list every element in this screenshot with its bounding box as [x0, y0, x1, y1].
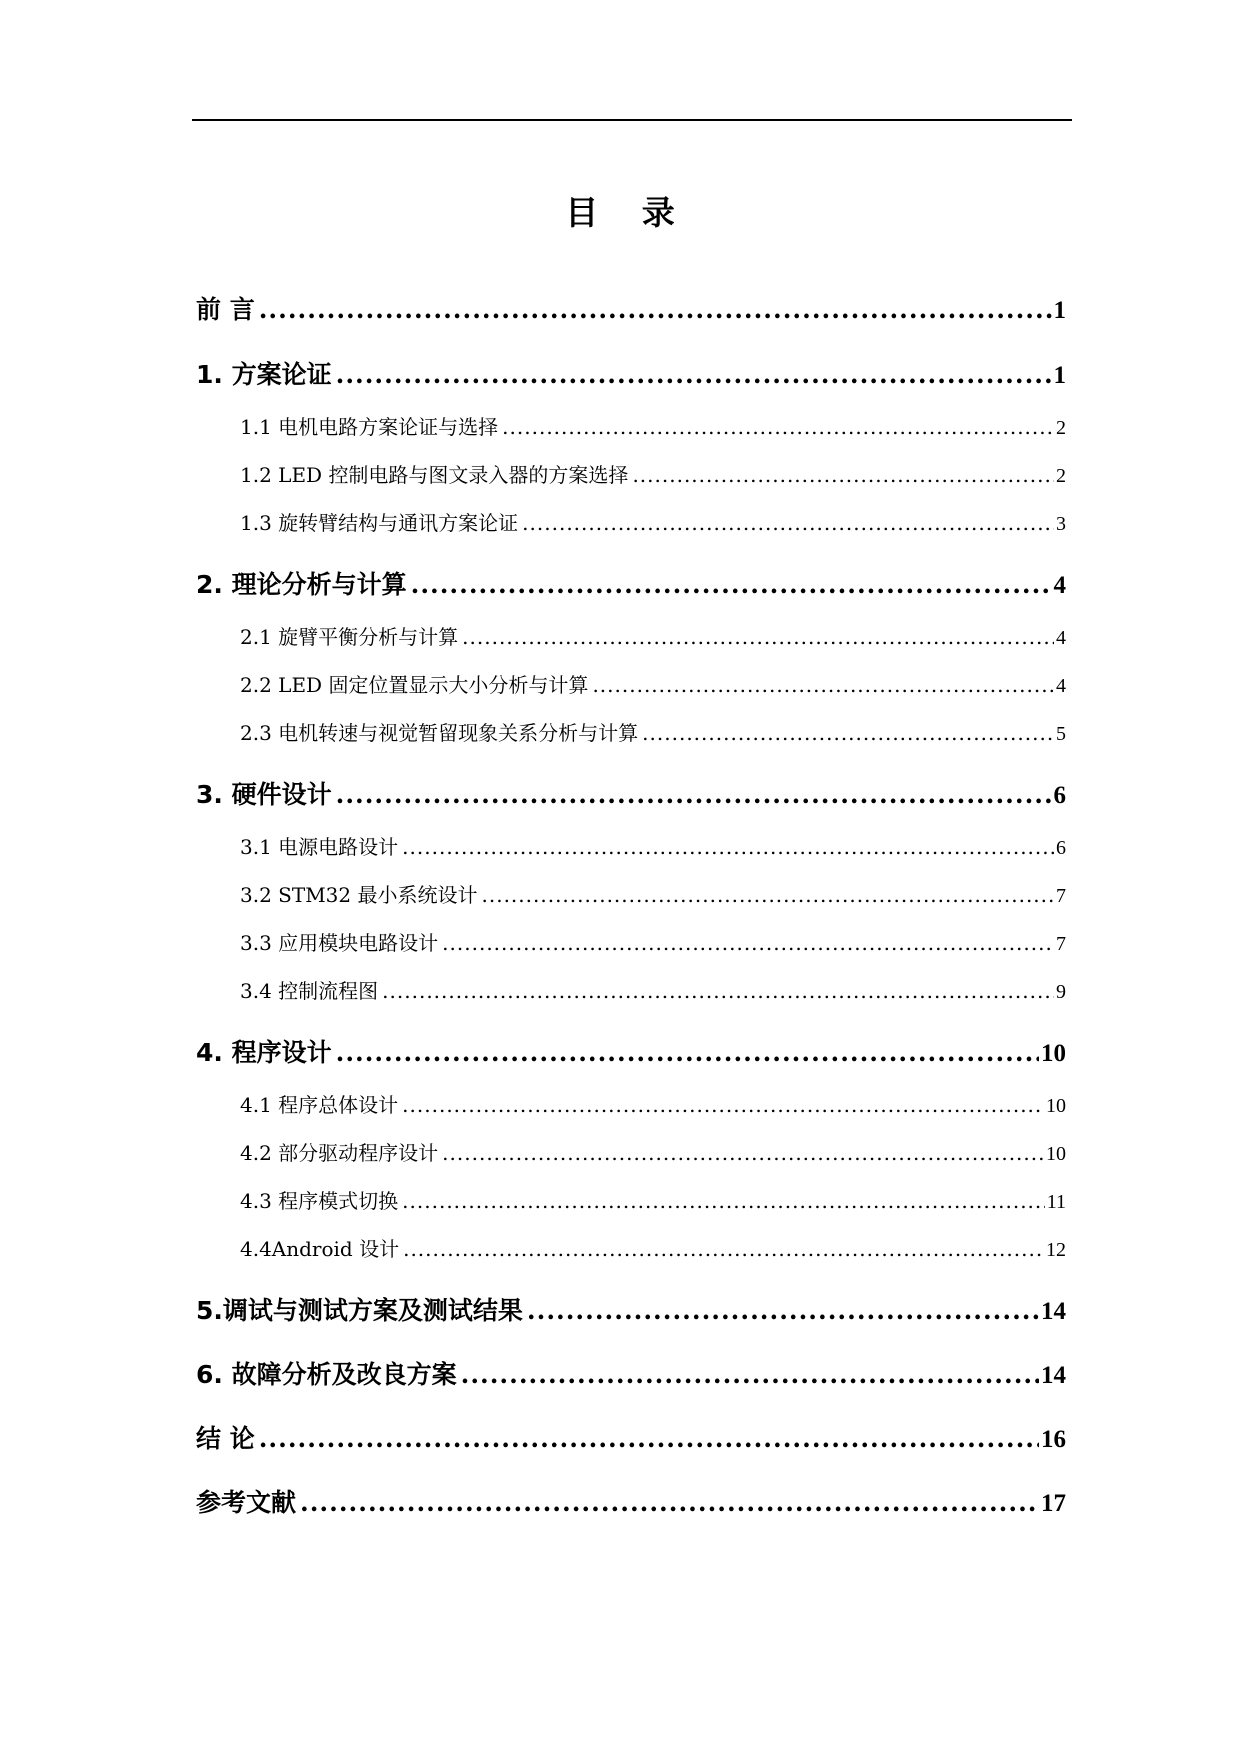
toc-entry-label: 4.4Android 设计	[240, 1237, 400, 1261]
toc-section-entry	[196, 1357, 1066, 1394]
toc-leader-dots	[482, 880, 1055, 910]
toc-entry-label: 4.1 程序总体设计	[240, 1093, 399, 1117]
toc-leader-dots	[259, 292, 1052, 328]
toc-leader-dots	[336, 357, 1052, 393]
toc-leader-dots	[336, 1035, 1039, 1071]
toc-entry-label: 1. 方案论证	[196, 360, 332, 389]
toc-entry-label: 1.2 LED 控制电路与图文录入器的方案选择	[240, 463, 629, 487]
toc-page-number: 17	[1041, 1490, 1066, 1517]
toc-leader-dots	[592, 670, 1054, 700]
toc-entry-label: 参考文献	[196, 1488, 297, 1517]
toc-section-entry	[196, 567, 1066, 604]
toc-leader-dots	[442, 928, 1054, 958]
toc-leader-dots	[300, 1485, 1039, 1521]
toc-section-entry	[196, 777, 1066, 814]
toc-page-number: 2	[1056, 465, 1066, 487]
toc-leader-dots	[382, 976, 1054, 1006]
toc-section-entry	[196, 1293, 1066, 1330]
toc-entry-label: 前 言	[196, 295, 255, 324]
toc-entry-label: 2. 理论分析与计算	[196, 570, 407, 599]
toc-leader-dots	[259, 1421, 1039, 1457]
toc-section-entry	[196, 1421, 1066, 1458]
toc-subsection-entry	[240, 976, 1066, 1007]
toc-subsection-entry	[240, 1090, 1066, 1121]
toc-leader-dots	[402, 832, 1054, 862]
toc-entry-label: 3.4 控制流程图	[240, 979, 379, 1003]
toc-subsection-entry	[240, 880, 1066, 911]
toc-subsection-entry	[240, 832, 1066, 863]
toc-leader-dots	[461, 1357, 1039, 1393]
toc-leader-dots	[632, 460, 1054, 490]
toc-entry-label: 1.3 旋转臂结构与通讯方案论证	[240, 511, 519, 535]
toc-leader-dots	[527, 1293, 1039, 1329]
toc-page-number: 9	[1056, 981, 1066, 1003]
toc-subsection-entry	[240, 622, 1066, 653]
toc-page-number: 1	[1053, 297, 1066, 324]
toc-subsection-entry	[240, 670, 1066, 701]
toc-page-number: 16	[1041, 1426, 1066, 1453]
toc-page-number: 14	[1041, 1298, 1066, 1325]
toc-page-number: 2	[1056, 417, 1066, 439]
toc-entry-label: 3.2 STM32 最小系统设计	[240, 883, 478, 907]
toc-section-entry	[196, 1035, 1066, 1072]
toc-subsection-entry	[240, 508, 1066, 539]
toc-leader-dots	[462, 622, 1054, 652]
toc-entry-label: 3. 硬件设计	[196, 780, 332, 809]
toc-entry-label: 结 论	[196, 1424, 255, 1453]
toc-page-number: 6	[1053, 782, 1066, 809]
toc-entry-label: 1.1 电机电路方案论证与选择	[240, 415, 499, 439]
toc-subsection-entry	[240, 718, 1066, 749]
toc-page-number: 10	[1046, 1143, 1066, 1165]
toc-leader-dots	[403, 1234, 1044, 1264]
toc-subsection-entry	[240, 928, 1066, 959]
toc-leader-dots	[402, 1186, 1045, 1216]
toc-leader-dots	[442, 1138, 1044, 1168]
toc-page-number: 4	[1056, 627, 1066, 649]
toc-page-number: 7	[1056, 885, 1066, 907]
toc-leader-dots	[411, 567, 1052, 603]
toc-page-number: 4	[1056, 675, 1066, 697]
toc-section-entry	[196, 357, 1066, 394]
toc-page-number: 14	[1041, 1362, 1066, 1389]
toc-leader-dots	[642, 718, 1054, 748]
toc-section-entry	[196, 292, 1066, 329]
toc-page-number: 10	[1046, 1095, 1066, 1117]
toc-entry-label: 2.2 LED 固定位置显示大小分析与计算	[240, 673, 589, 697]
toc-title: 目 录	[565, 193, 691, 232]
toc-entry-label: 4.3 程序模式切换	[240, 1189, 399, 1213]
toc-entry-label: 2.1 旋臂平衡分析与计算	[240, 625, 459, 649]
toc-page-number: 6	[1056, 837, 1066, 859]
toc-page-number: 4	[1053, 572, 1066, 599]
toc-entry-label: 4. 程序设计	[196, 1038, 332, 1067]
toc-subsection-entry	[240, 460, 1066, 491]
toc-page-number: 11	[1046, 1191, 1066, 1213]
toc-entry-label: 5.调试与测试方案及测试结果	[196, 1296, 523, 1325]
toc-page-number: 12	[1046, 1239, 1066, 1261]
toc-leader-dots	[502, 412, 1054, 442]
toc-leader-dots	[402, 1090, 1044, 1120]
toc-page-number: 7	[1056, 933, 1066, 955]
toc-entry-label: 2.3 电机转速与视觉暂留现象关系分析与计算	[240, 721, 639, 745]
toc-subsection-entry	[240, 1138, 1066, 1169]
toc-leader-dots	[336, 777, 1052, 813]
toc-page-number: 1	[1053, 362, 1066, 389]
toc-leader-dots	[522, 508, 1054, 538]
toc-subsection-entry	[240, 1186, 1066, 1217]
toc-entry-label: 3.1 电源电路设计	[240, 835, 399, 859]
toc-page-number: 10	[1041, 1040, 1066, 1067]
toc-page-number: 5	[1056, 723, 1066, 745]
toc-subsection-entry	[240, 412, 1066, 443]
toc-subsection-entry	[240, 1234, 1066, 1265]
toc-section-entry	[196, 1485, 1066, 1522]
toc-entry-label: 3.3 应用模块电路设计	[240, 931, 439, 955]
toc-entry-label: 6. 故障分析及改良方案	[196, 1360, 457, 1389]
toc-entry-label: 4.2 部分驱动程序设计	[240, 1141, 439, 1165]
toc-page-number: 3	[1056, 513, 1066, 535]
